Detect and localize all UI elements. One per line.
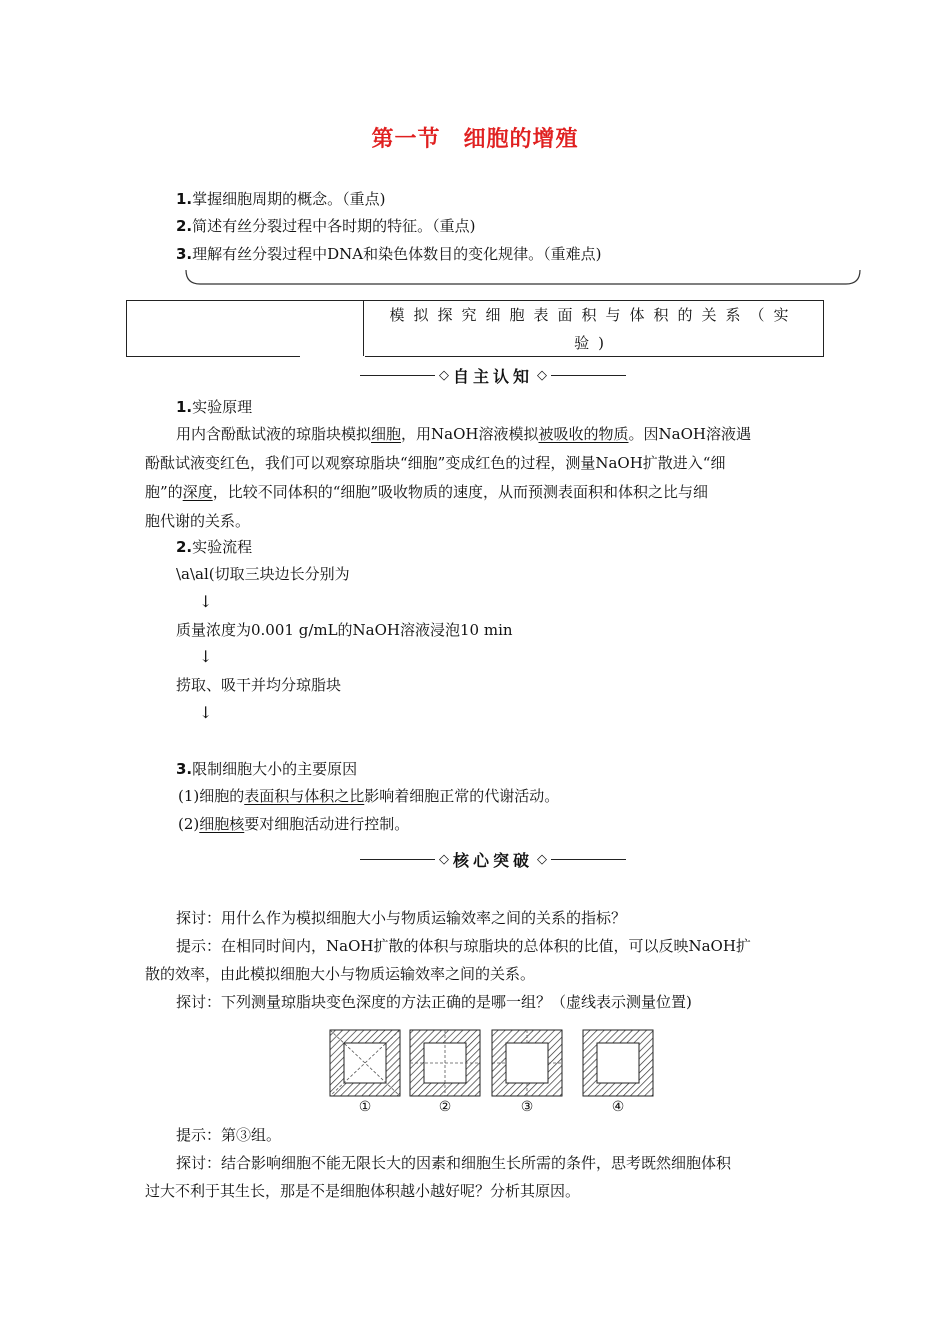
principle-line-4: 胞代谢的关系。 bbox=[145, 512, 251, 530]
topic-table bbox=[126, 300, 824, 357]
heading-text: 实验流程 bbox=[192, 538, 253, 556]
diagram-label-1: ① bbox=[358, 1099, 372, 1115]
principle-heading bbox=[176, 397, 252, 417]
objective-text: 简述有丝分裂过程中各时期的特征。（重点) bbox=[192, 217, 476, 235]
principle-line-1 bbox=[176, 420, 816, 448]
diamond-icon: ◇ bbox=[537, 368, 548, 383]
page-title: 第一节 细胞的增殖 bbox=[371, 127, 579, 152]
objective-text: 掌握细胞周期的概念。（重点) bbox=[192, 190, 386, 208]
agar-block-3 bbox=[492, 1030, 562, 1096]
text-run: (1)细胞的 bbox=[178, 787, 245, 805]
limits-item-1 bbox=[178, 786, 559, 806]
hint-2: 提示：第③组。 bbox=[176, 1126, 282, 1144]
principle-line-3 bbox=[145, 478, 708, 506]
limits-heading bbox=[176, 759, 357, 779]
objective-number: 1. bbox=[176, 190, 193, 208]
divider-line bbox=[551, 859, 626, 860]
objective-number: 2. bbox=[176, 217, 193, 235]
table-cell-line: 验) bbox=[574, 334, 613, 352]
diagram-label-3: ③ bbox=[520, 1099, 534, 1115]
table-cell-line: 模拟探究细胞表面积与体积的关系（实 bbox=[389, 306, 798, 324]
down-arrow-icon: ↓ bbox=[199, 592, 213, 611]
key-term: 细胞 bbox=[371, 425, 402, 443]
text-run: 胞”的 bbox=[145, 483, 183, 501]
limits-item-2 bbox=[178, 814, 409, 834]
objective-3 bbox=[176, 244, 601, 264]
diagram-label-4: ④ bbox=[611, 1099, 625, 1115]
key-term: 细胞核 bbox=[199, 815, 245, 833]
key-term: 表面积与体积之比 bbox=[244, 787, 365, 805]
hint-1-line-2: 散的效率，由此模拟细胞大小与物质运输效率之间的关系。 bbox=[145, 965, 536, 983]
text-run: (2) bbox=[178, 815, 200, 833]
agar-block-4 bbox=[583, 1030, 653, 1096]
text-run: ，用NaOH溶液模拟 bbox=[401, 425, 539, 443]
flow-step-2: 质量浓度为0.001 g/mL的NaOH溶液浸泡10 min bbox=[176, 621, 513, 639]
table-divider bbox=[363, 301, 364, 356]
divider-line bbox=[551, 375, 626, 376]
diamond-icon: ◇ bbox=[537, 852, 548, 867]
section-header-core-breakthrough bbox=[360, 848, 626, 871]
diamond-icon: ◇ bbox=[439, 368, 449, 383]
flow-step-3: 捞取、吸干并均分琼脂块 bbox=[176, 676, 342, 694]
text-run: 用内含酚酞试液的琼脂块模拟 bbox=[176, 425, 372, 443]
text-run: 要对细胞活动进行控制。 bbox=[244, 815, 410, 833]
down-arrow-icon: ↓ bbox=[199, 703, 213, 722]
divider-line bbox=[360, 859, 435, 860]
agar-block-2 bbox=[410, 1030, 480, 1096]
discussion-3-line-1: 探讨：结合影响细胞不能无限长大的因素和细胞生长所需的条件，思考既然细胞体积 bbox=[176, 1154, 732, 1172]
diagram-label-2: ② bbox=[438, 1099, 452, 1115]
discussion-2: 探讨：下列测量琼脂块变色深度的方法正确的是哪一组？（虚线表示测量位置) bbox=[176, 993, 692, 1011]
divider-line bbox=[360, 375, 435, 376]
down-arrow-icon: ↓ bbox=[199, 647, 213, 666]
heading-text: 限制细胞大小的主要原因 bbox=[192, 760, 358, 778]
text-run: ，比较不同体积的“细胞”吸收物质的速度，从而预测表面积和体积之比与细 bbox=[212, 483, 709, 501]
key-term: 被吸收的物质 bbox=[538, 425, 629, 443]
key-term: 深度 bbox=[182, 483, 213, 501]
section-header-self-study bbox=[360, 364, 626, 387]
section-title: 核心突破 bbox=[453, 851, 534, 870]
text-run: 影响着细胞正常的代谢活动。 bbox=[364, 787, 560, 805]
flow-step-1: \a\al(切取三块边长分别为 bbox=[176, 565, 350, 583]
heading-number: 1. bbox=[176, 398, 193, 416]
objective-1 bbox=[176, 189, 386, 209]
text-run: 。因NaOH溶液遇 bbox=[628, 425, 751, 443]
table-cell-topic bbox=[372, 301, 815, 357]
discussion-3-line-2: 过大不利于其生长，那是不是细胞体积越小越好呢？分析其原因。 bbox=[145, 1182, 581, 1200]
table-gap bbox=[300, 356, 365, 357]
objective-number: 3. bbox=[176, 245, 193, 263]
objective-text: 理解有丝分裂过程中DNA和染色体数目的变化规律。（重难点) bbox=[192, 245, 602, 263]
heading-number: 2. bbox=[176, 538, 193, 556]
agar-block-1 bbox=[330, 1030, 400, 1096]
principle-line-2: 酚酞试液变红色，我们可以观察琼脂块“细胞”变成红色的过程，测量NaOH扩散进入“细 bbox=[145, 454, 726, 472]
section-title: 自主认知 bbox=[453, 367, 534, 386]
discussion-1: 探讨：用什么作为模拟细胞大小与物质运输效率之间的关系的指标？ bbox=[176, 909, 627, 927]
hint-1-line-1: 提示：在相同时间内，NaOH扩散的体积与琼脂块的总体积的比值，可以反映NaOH扩 bbox=[176, 937, 751, 955]
flow-heading bbox=[176, 537, 252, 557]
objective-2 bbox=[176, 216, 476, 236]
heading-number: 3. bbox=[176, 760, 193, 778]
objectives-bracket bbox=[178, 268, 868, 290]
diamond-icon: ◇ bbox=[439, 852, 449, 867]
heading-text: 实验原理 bbox=[192, 398, 253, 416]
